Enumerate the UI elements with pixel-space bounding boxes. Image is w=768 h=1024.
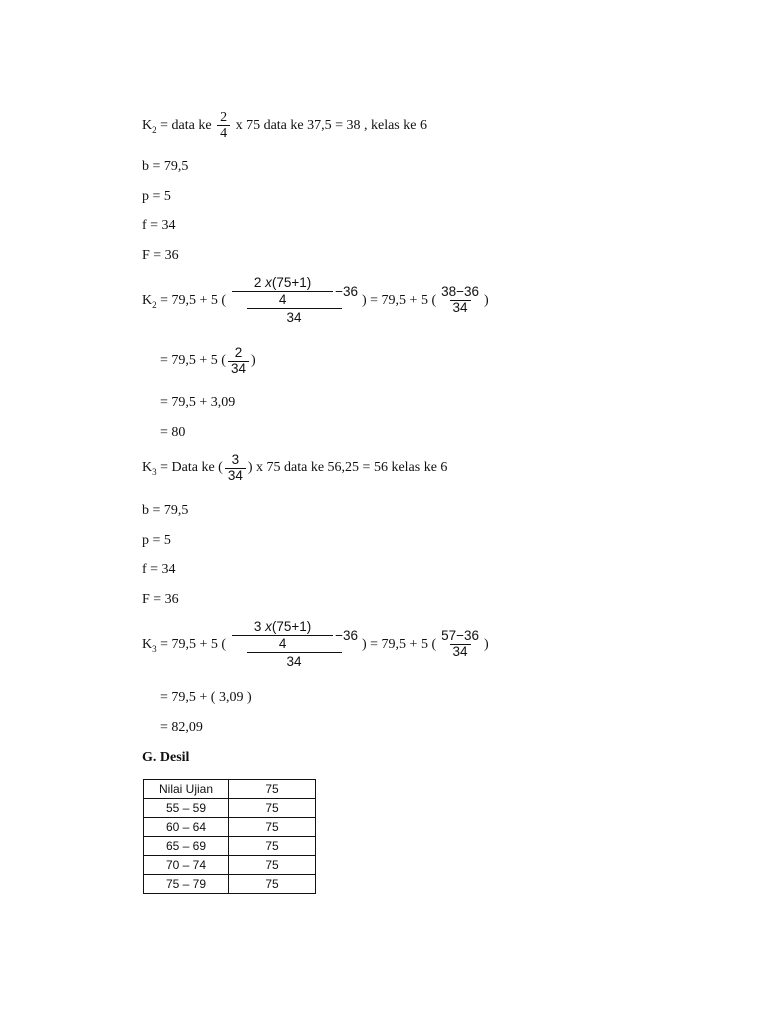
fraction-denominator: 34 — [228, 361, 249, 377]
k-subscript: 2 — [152, 299, 157, 310]
step-text: = 79,5 + 5 ( — [160, 353, 226, 369]
table-row — [144, 856, 316, 875]
table-cell: 60 – 64 — [144, 818, 229, 837]
table-cell: 65 – 69 — [144, 837, 229, 856]
formula-text: ) = 79,5 + 5 ( — [361, 292, 437, 308]
k3-var-F: F = 36 — [142, 592, 179, 607]
k-symbol: K — [142, 460, 153, 476]
k3-var-b: b = 79,5 — [142, 503, 189, 518]
outer-denominator: 34 — [247, 308, 342, 326]
table-cell: 70 – 74 — [144, 856, 229, 875]
fraction-numerator: 3 — [231, 452, 240, 467]
fraction-denominator: 4 — [217, 125, 230, 141]
formula-text: = 79,5 + 5 ( — [156, 636, 227, 652]
compound-fraction — [230, 276, 358, 325]
k2-step-2: = 79,5 + 3,09 — [160, 395, 236, 410]
table-header-cell: Nilai Ujian — [144, 780, 229, 799]
k2-var-f: f = 34 — [142, 218, 176, 233]
result-numerator: 57−36 — [441, 628, 480, 644]
formula-text: = 79,5 + 5 ( — [156, 292, 227, 308]
minus-term: −36 — [335, 628, 358, 644]
table-header-row — [144, 780, 316, 799]
result-denominator: 34 — [450, 644, 471, 660]
result-fraction — [438, 285, 482, 316]
k-subscript: 3 — [152, 467, 157, 478]
k2-var-F: F = 36 — [142, 248, 179, 263]
table-cell: 75 — [229, 856, 316, 875]
formula-text: ) — [484, 292, 489, 308]
compound-fraction — [230, 620, 358, 669]
minus-term: −36 — [335, 284, 358, 300]
table-row — [144, 799, 316, 818]
table-cell: 75 — [229, 818, 316, 837]
fraction-numerator: 2 — [220, 110, 228, 125]
table-header-cell: 75 — [229, 780, 316, 799]
k-symbol: K — [142, 292, 153, 308]
inner-coef: 2 — [253, 275, 266, 290]
fraction — [228, 346, 249, 377]
intro-text: = Data ke ( — [156, 460, 223, 476]
outer-denominator: 34 — [247, 652, 342, 670]
k3-var-p: p = 5 — [142, 533, 171, 548]
k3-step-2: = 82,09 — [160, 720, 203, 735]
inner-coef: 3 — [253, 619, 266, 634]
table-cell: 75 — [229, 799, 316, 818]
k2-intro-line — [142, 110, 427, 142]
inner-paren: (75+1) — [271, 619, 312, 634]
result-fraction — [438, 629, 482, 660]
intro-text: x 75 data ke 37,5 = 38 , kelas ke 6 — [232, 117, 427, 133]
k2-formula-line — [142, 276, 489, 325]
inner-paren: (75+1) — [271, 275, 312, 290]
inner-denominator: 4 — [232, 291, 333, 308]
table-cell: 75 — [229, 837, 316, 856]
step-text: ) — [250, 353, 256, 369]
fraction — [217, 110, 230, 142]
k2-step-1 — [160, 346, 256, 377]
k2-step-3: = 80 — [160, 425, 186, 440]
inner-x: x — [265, 619, 272, 634]
fraction-denominator: 34 — [225, 468, 246, 484]
table-row — [144, 837, 316, 856]
k-subscript: 3 — [152, 643, 157, 654]
intro-text: ) x 75 data ke 56,25 = 56 kelas ke 6 — [247, 460, 448, 476]
k-symbol: K — [142, 636, 153, 652]
inner-denominator: 4 — [232, 635, 333, 652]
k-subscript: 2 — [152, 124, 157, 135]
k2-var-b: b = 79,5 — [142, 159, 189, 174]
table-cell: 75 – 79 — [144, 875, 229, 894]
section-heading: G. Desil — [142, 750, 190, 765]
table-cell: 75 — [229, 875, 316, 894]
k-symbol: K — [142, 117, 153, 133]
fraction-numerator: 2 — [234, 345, 243, 360]
k3-step-1: = 79,5 + ( 3,09 ) — [160, 690, 252, 705]
inner-x: x — [265, 275, 272, 290]
result-denominator: 34 — [450, 300, 471, 316]
formula-text: ) = 79,5 + 5 ( — [361, 636, 437, 652]
k3-intro-line — [142, 453, 447, 484]
k3-formula-line — [142, 620, 489, 669]
desil-table — [143, 779, 316, 894]
result-numerator: 38−36 — [441, 284, 480, 300]
table-row — [144, 818, 316, 837]
k3-var-f: f = 34 — [142, 562, 176, 577]
fraction — [225, 453, 246, 484]
table-row — [144, 875, 316, 894]
intro-text: = data ke — [156, 117, 216, 133]
inner-fraction — [232, 620, 333, 652]
formula-text: ) — [484, 636, 489, 652]
table-cell: 55 – 59 — [144, 799, 229, 818]
inner-fraction — [232, 276, 333, 308]
k2-var-p: p = 5 — [142, 189, 171, 204]
